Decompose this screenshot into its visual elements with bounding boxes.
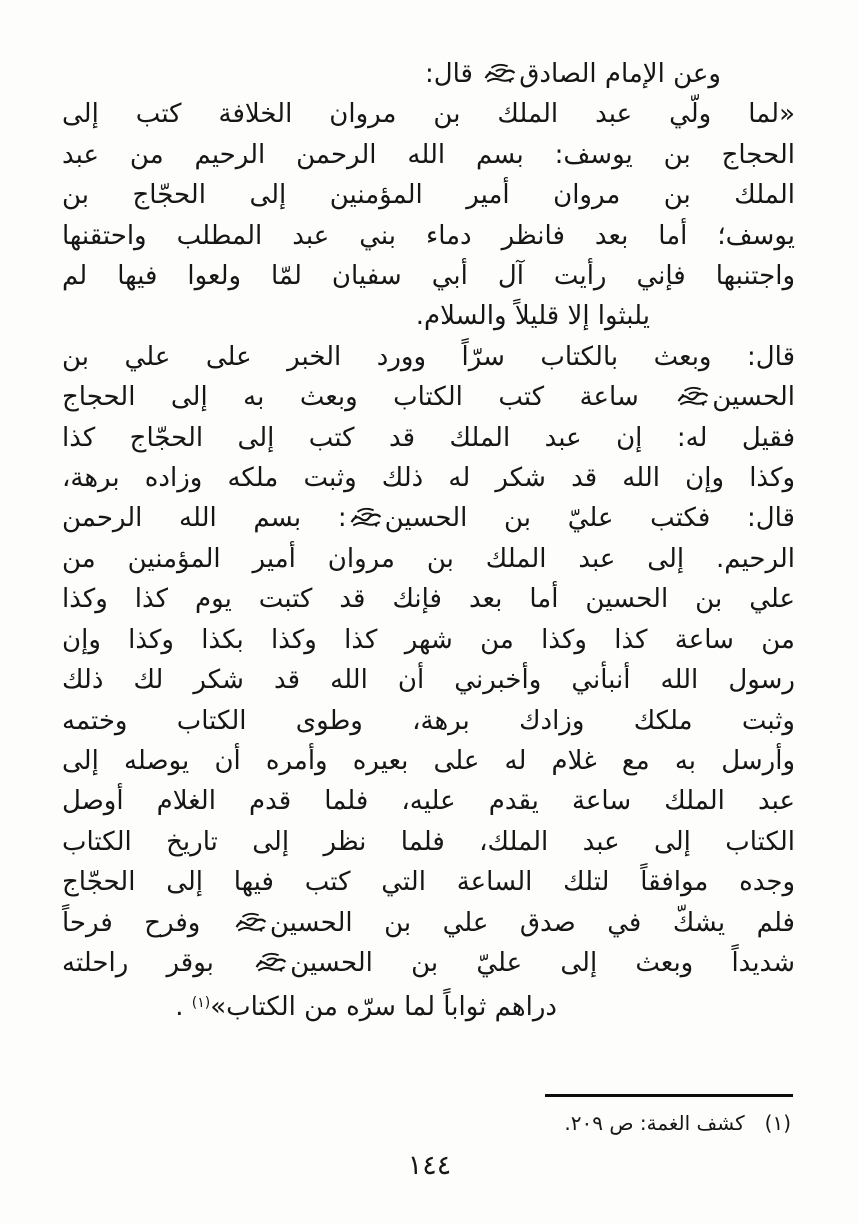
text-line-4: الملك بن مروان أمير المؤمنين إلى الحجّاج بن <box>62 180 795 211</box>
text-line-6: واجتنبها فإني رأيت آل أبي سفيان لمّا ولعوا فيها لم <box>62 261 795 292</box>
text-line-17: وثبت ملكك وزادك برهة، وطوى الكتاب وختمه <box>62 705 795 736</box>
text-line-18: وأرسل به مع غلام له على بعيره وأمره أن يوصله إلى <box>62 745 795 776</box>
text-line-3: الحجاج بن يوسف: بسم الله الرحمن الرحيم من عبد <box>62 139 795 170</box>
footnote-marker: (١) <box>764 1111 791 1135</box>
text-line-8: قال: وبعث بالكتاب سرّاً وورد الخبر على علي بن <box>62 341 795 372</box>
text-line-15: من ساعة كذا وكذا من شهر كذا وكذا بكذا وكذا وإن <box>62 624 795 655</box>
text-line-5: يوسف؛ أما بعد فانظر دماء بني عبد المطلب واحتقنها <box>62 220 795 251</box>
text-line-20: الكتاب إلى عبد الملك، فلما نظر إلى تاريخ الكتاب <box>62 826 795 857</box>
text-line-21: وجده موافقاً لتلك الساعة التي كتب فيها إلى الحجّاج <box>62 867 795 898</box>
text-line-24: دراهم ثواباً لما سرّه من الكتاب»$^{(١)}$ . <box>175 992 557 1023</box>
text-line-1: وعن الإمام الصادق قال: <box>424 59 721 89</box>
text-line-10: فقيل له: إن عبد الملك قد كتب إلى الحجّاج كذا <box>62 422 795 453</box>
page-number: ١٤٤ <box>407 1150 452 1181</box>
text-line-16: رسول الله أنبأني وأخبرني أن الله قد شكر لك ذلك <box>62 665 795 696</box>
text-line-23: شديداً وبعث إلى عليّ بن الحسين بوقر راحلته <box>62 947 795 978</box>
footnote-separator <box>545 1094 793 1097</box>
text-line-14: علي بن الحسين أما بعد فإنك قد كتبت يوم كذا وكذا <box>62 584 795 615</box>
footnote-text: كشف الغمة: ص ٢٠٩. <box>564 1111 745 1135</box>
text-line-13: الرحيم. إلى عبد الملك بن مروان أمير المؤمنين من <box>62 543 795 574</box>
honorific-alayhi-salam-icon <box>349 504 383 530</box>
text-line-11: وكذا وإن الله قد شكر له ذلك وثبت ملكه وزاده برهة، <box>62 463 795 494</box>
text-line-7: يلبثوا إلا قليلاً والسلام. <box>415 301 650 332</box>
honorific-alayhi-salam-icon <box>254 949 288 975</box>
footnote <box>564 1108 791 1138</box>
page-body <box>62 54 795 1028</box>
text-line-12: قال: فكتب عليّ بن الحسين : بسم الله الرحمن <box>62 503 795 534</box>
text-line-9: الحسين ساعة كتب الكتاب وبعث به إلى الحجاج <box>62 382 795 413</box>
honorific-alayhi-salam-icon <box>234 909 268 935</box>
text-line-2: «لما ولّي عبد الملك بن مروان الخلافة كتب إلى <box>62 99 795 130</box>
footnote-reference: (١) <box>191 995 211 1012</box>
text-line-19: عبد الملك ساعة يقدم عليه، فلما قدم الغلام أوصل <box>62 786 795 817</box>
honorific-alayhi-salam-icon <box>483 60 517 86</box>
honorific-alayhi-salam-icon <box>676 383 710 409</box>
text-line-22: فلم يشكّ في صدق علي بن الحسين وفرح فرحاً <box>62 907 795 938</box>
